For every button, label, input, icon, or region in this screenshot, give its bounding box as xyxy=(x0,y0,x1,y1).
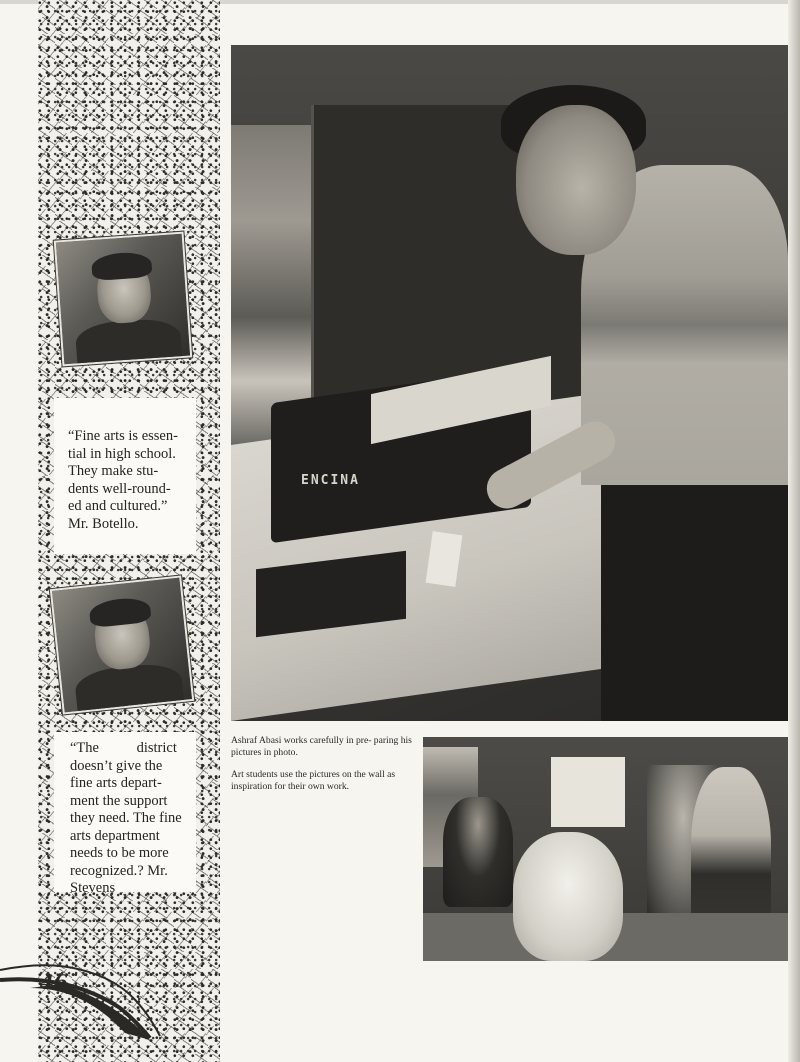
page-binding-edge xyxy=(788,0,800,1062)
quote-line: They make stu- xyxy=(68,463,159,479)
quote-line: needs to be more xyxy=(70,845,169,861)
quote-attribution: Stevens xyxy=(70,880,116,896)
teacher-portrait-stevens xyxy=(50,575,194,714)
quote-line: doesn’t give the xyxy=(70,757,163,774)
quote-line: they need. The fine xyxy=(70,810,182,826)
class-photo-art-students xyxy=(423,737,800,961)
quote-line: “Fine arts is essen- xyxy=(68,428,178,444)
teacher-portrait-botello xyxy=(54,232,192,367)
quote-box-botello xyxy=(54,398,196,554)
quote-line: arts department xyxy=(70,827,160,844)
page-number: 46 xyxy=(40,970,68,994)
quote-line: dents well-round- xyxy=(68,480,171,497)
caption-class-photo: Art students use the pictures on the wall as inspiration for their own work. xyxy=(231,768,396,793)
quote-line: “The district xyxy=(70,740,177,756)
swoosh-graphic xyxy=(0,958,170,1048)
page-number-swoosh xyxy=(0,958,170,1048)
quote-line: ed and cultured.” xyxy=(68,498,168,514)
main-photo-student-photo-press xyxy=(231,45,788,721)
photo-captions xyxy=(231,735,413,803)
quote-line: ment the support xyxy=(70,792,168,809)
quote-line: tial in high school. xyxy=(68,445,176,462)
quote-attribution: Mr. Botello. xyxy=(68,515,139,532)
quote-line: fine arts depart- xyxy=(70,775,162,791)
quote-line: recognized.? Mr. xyxy=(70,862,168,879)
press-label-text: ENCINA xyxy=(301,473,360,488)
caption-main-photo: Ashraf Abasi works carefully in pre- paring his pictures in photo. xyxy=(231,735,412,759)
quote-box-stevens xyxy=(54,732,196,896)
